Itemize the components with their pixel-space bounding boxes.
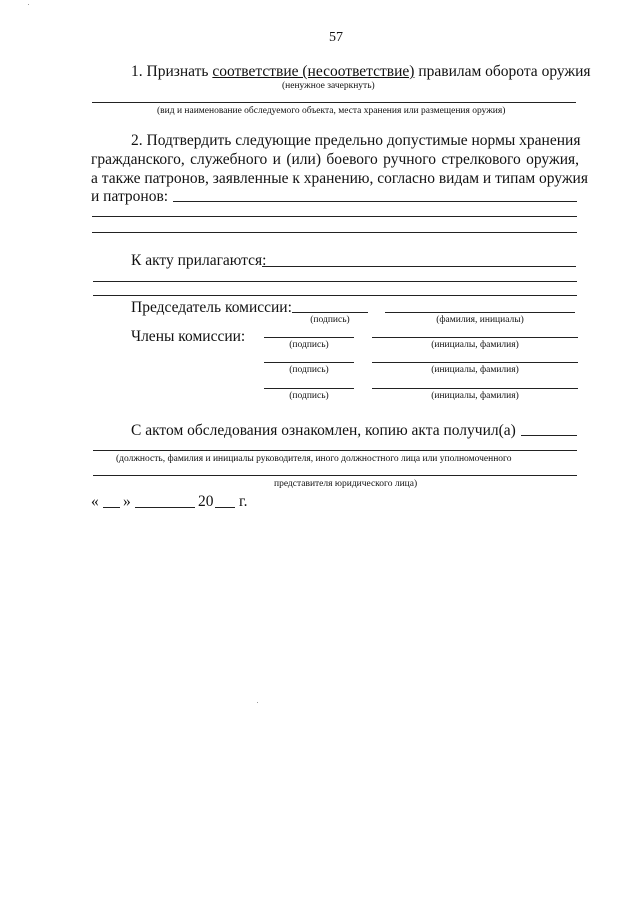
- chair-signature-caption: (подпись): [310, 315, 350, 325]
- date-day-line[interactable]: [103, 507, 120, 508]
- date-year-suffix: г.: [239, 493, 248, 510]
- acknowledgement-fill-line-3[interactable]: [93, 475, 577, 476]
- object-fill-line[interactable]: [92, 102, 576, 103]
- member3-name-line[interactable]: [372, 388, 578, 389]
- member3-signature-caption: (подпись): [289, 391, 329, 401]
- attachments-fill-line-3[interactable]: [93, 295, 577, 296]
- page-number: 57: [329, 30, 343, 45]
- member2-signature-line[interactable]: [264, 362, 354, 363]
- member1-signature-caption: (подпись): [289, 340, 329, 350]
- norms-fill-line-2[interactable]: [92, 216, 577, 217]
- member1-name-caption: (инициалы, фамилия): [431, 340, 519, 350]
- chair-label: Председатель комиссии:: [131, 299, 292, 316]
- section1-prefix: 1. Признать: [131, 63, 213, 80]
- section1-line: [131, 64, 591, 80]
- member2-name-caption: (инициалы, фамилия): [431, 365, 519, 375]
- section1-hint: (ненужное зачеркнуть): [282, 81, 375, 91]
- date-year-line[interactable]: [215, 507, 235, 508]
- section2-line2: гражданского, служебного и (или) боевого ручного стрелкового оружия,: [91, 151, 579, 168]
- norms-fill-line-3[interactable]: [92, 232, 577, 233]
- members-label: Члены комиссии:: [131, 328, 246, 345]
- object-caption: (вид и наименование обследуемого объекта, места хранения или размещения оружия): [157, 106, 506, 116]
- member1-signature-line[interactable]: [264, 337, 354, 338]
- section2-line3: а также патронов, заявленные к хранению, согласно видам и типам оружия: [91, 170, 588, 187]
- section2-line4: и патронов:: [91, 188, 169, 205]
- date-year-prefix: 20: [198, 493, 214, 510]
- acknowledgement-fill-line-2[interactable]: [93, 450, 577, 451]
- attachments-fill-line-1[interactable]: [262, 266, 576, 267]
- member2-name-line[interactable]: [372, 362, 578, 363]
- acknowledgement-text: С актом обследования ознакомлен, копию акта получил(а): [131, 422, 516, 439]
- attachments-label: К акту прилагаются:: [131, 252, 267, 269]
- date-close-quote: »: [123, 493, 131, 510]
- chair-signature-line[interactable]: [292, 312, 368, 313]
- date-month-line[interactable]: [135, 507, 195, 508]
- chair-name-caption: (фамилия, инициалы): [436, 315, 524, 325]
- section1-underlined-choice: соответствие (несоответствие): [212, 63, 415, 80]
- norms-fill-line-1[interactable]: [173, 201, 577, 202]
- section1-suffix: правилам оборота оружия: [414, 63, 591, 80]
- attachments-fill-line-2[interactable]: [93, 281, 577, 282]
- acknowledgement-caption-2: представителя юридического лица): [274, 479, 418, 489]
- member3-signature-line[interactable]: [264, 388, 354, 389]
- member3-name-caption: (инициалы, фамилия): [431, 391, 519, 401]
- scan-speck: [28, 4, 29, 5]
- acknowledgement-caption-1: (должность, фамилия и инициалы руководителя, иного должностного лица или уполномоченного: [116, 454, 512, 464]
- section2-line1: 2. Подтвердить следующие предельно допустимые нормы хранения: [131, 132, 581, 149]
- acknowledgement-fill-line-1[interactable]: [521, 435, 577, 436]
- member2-signature-caption: (подпись): [289, 365, 329, 375]
- member1-name-line[interactable]: [372, 337, 578, 338]
- date-open-quote: «: [91, 493, 99, 510]
- chair-name-line[interactable]: [385, 312, 575, 313]
- scan-speck: [257, 702, 258, 703]
